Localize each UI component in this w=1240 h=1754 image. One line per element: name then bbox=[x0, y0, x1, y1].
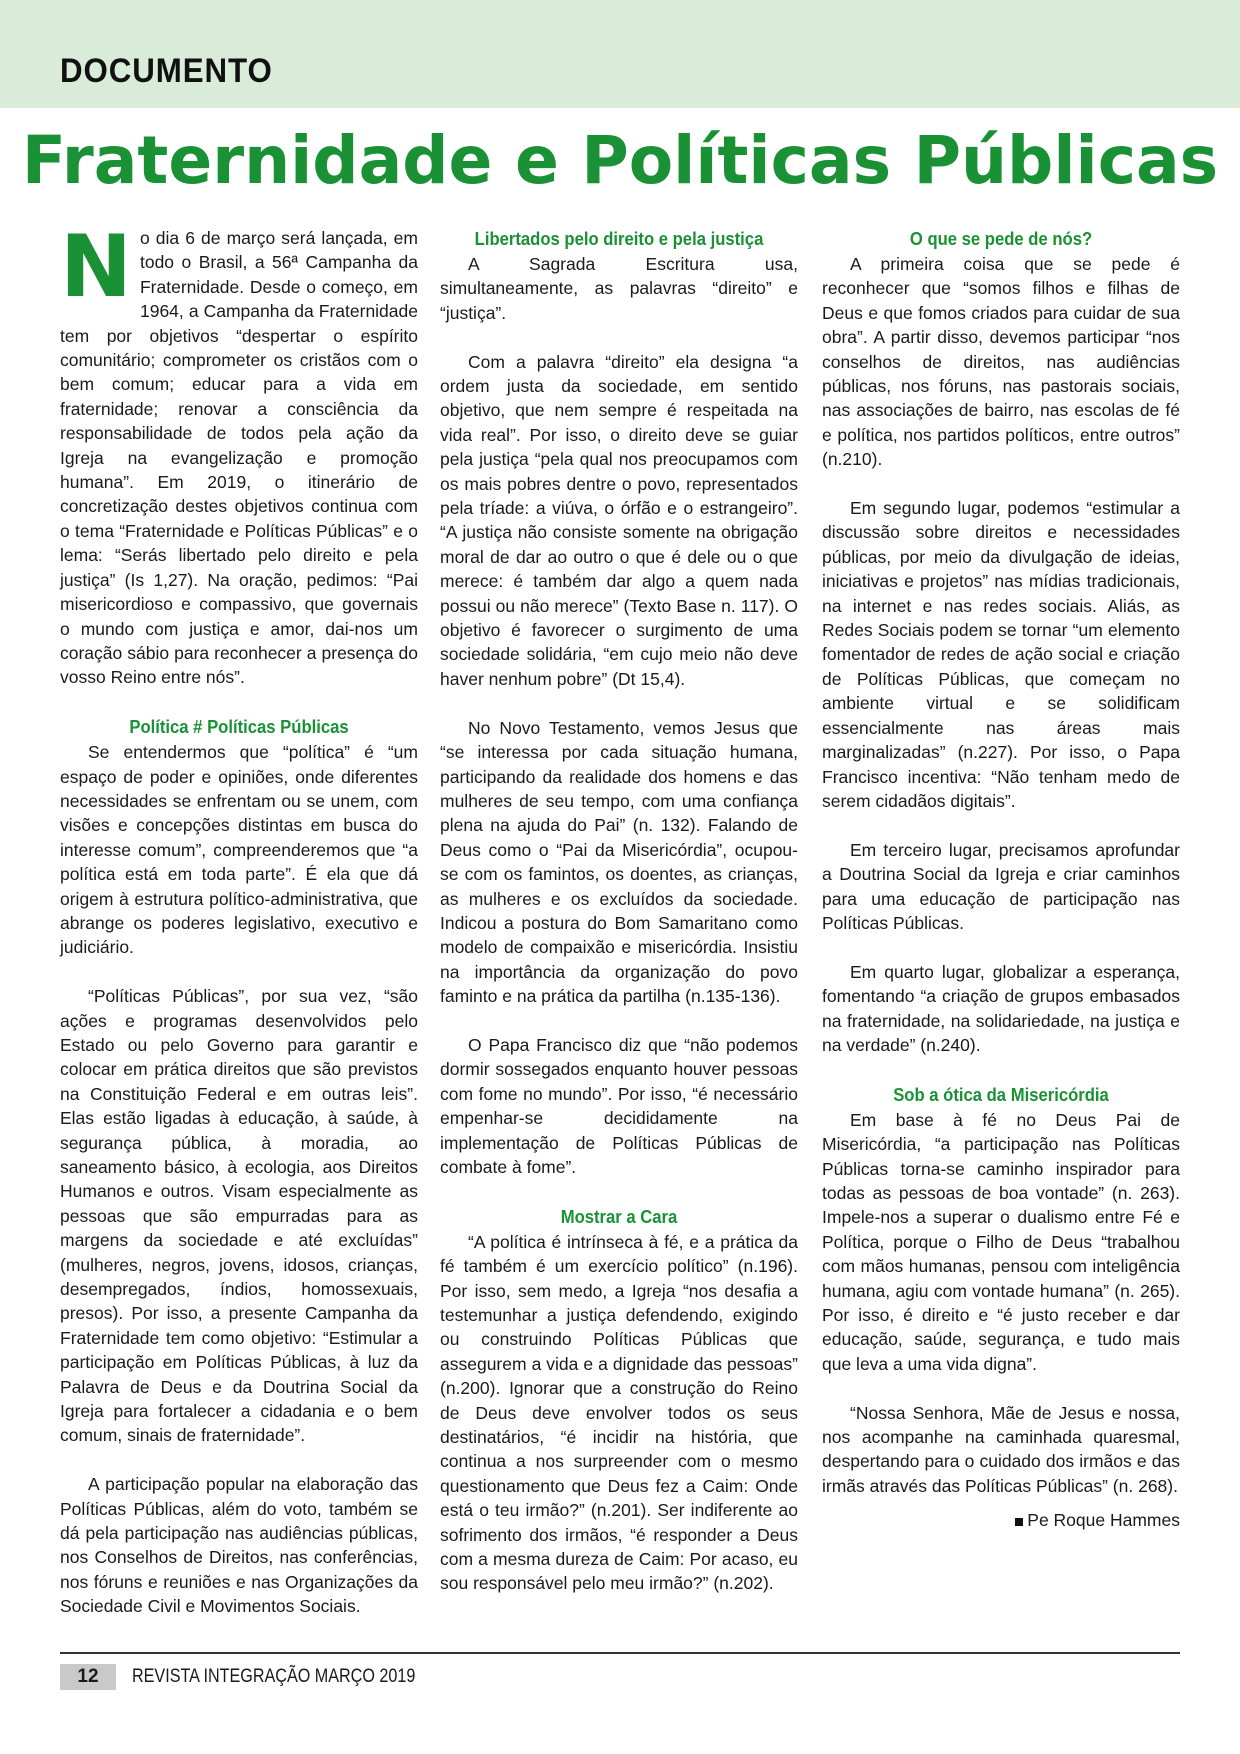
subheading-o-que-se-pede: O que se pede de nós? bbox=[909, 228, 1093, 249]
paragraph: A primeira coisa que se pede é reconhecer que “somos filhos e filhas de Deus e que fomos criados para cuidar de sua obra”. A partir disso, devemos participar “nos conselhos de direitos, nas audiências públicas, nos fóruns, nas pastorais sociais, nas associações de bairro, nas escolas de fé e política, nos partidos políticos, entre outros” (n.210). bbox=[822, 254, 1180, 470]
subheading-mostrar-a-cara: Mostrar a Cara bbox=[560, 1205, 678, 1227]
square-bullet-icon bbox=[1015, 1518, 1023, 1526]
author-name: Pe Roque Hammes bbox=[1027, 1510, 1180, 1531]
paragraph: A participação popular na elaboração das Políticas Públicas, além do voto, também se dá pela participação nas audiências públicas, nos Conselhos de Direitos, nas conferências, nos fóruns e reuniões e nas Organizações da Sociedade Civil e Movimentos Sociais. bbox=[60, 1474, 418, 1617]
column-2 bbox=[440, 226, 798, 1620]
section-label: DOCUMENTO bbox=[60, 52, 273, 90]
page-title: Fraternidade e Políticas Públicas bbox=[21, 122, 1219, 199]
drop-cap: N bbox=[60, 217, 132, 317]
intro-paragraph bbox=[60, 217, 418, 690]
column-3 bbox=[822, 226, 1180, 1533]
subheading-politica: Política # Políticas Públicas bbox=[129, 716, 349, 738]
paragraph: Se entendermos que “política” é “um espaço de poder e opiniões, onde diferentes necessidades se enfrentam ou se unem, com visões e concepções distintas em busca do interesse comum”, compreenderemos que “a política está em toda parte”. É ela que dá origem à estrutura político-administrativa, que abrange os poderes legislativo, executivo e judiciário. bbox=[60, 742, 418, 958]
page-number: 12 bbox=[60, 1664, 116, 1690]
paragraph: O Papa Francisco diz que “não podemos dormir sossegados enquanto houver pessoas com fome no mundo”. Por isso, “é necessário empenhar-se decididamente na implementação de Políticas Públicas de combate à fome”. bbox=[440, 1034, 798, 1177]
paragraph: Em base à fé no Deus Pai de Misericórdia, “a participação nas Políticas Públicas torna-se caminho inspirador para todas as pessoas de boa vontade” (n. 263). Impele-nos a superar o dualismo entre Fé e Política, porque o Filho de Deus “trabalhou com mãos humanas, pensou com inteligência humana, agiu com vontade humana” (n. 265). Por isso, é direito e “é justo receber e dar educação, saúde, segurança, e tudo mais que leva a uma vida digna”. bbox=[822, 1109, 1180, 1374]
intro-text: o dia 6 de março será lançada, em todo o Brasil, a 56ª Campanha da Fraternidade. Desde o começo, em 1964, a Campanha da Fraternidade tem por objetivos “despertar o espírito comunitário; comprometer os cristãos com o bem comum; educar para a vida em fraternidade; renovar a consciência da responsabilidade de todos pela ação da Igreja na evangelização e promoção humana”. Em 2019, o itinerário de concretização destes objetivos continua com o tema “Fraternidade e Políticas Públicas” e o lema: “Serás libertado pelo direito e pela justiça” (Is 1,27). Na oração, pedimos: “Pai misericordioso e compassivo, que governais o mundo com justiça e amor, dai-nos um coração sábio para reconhecer a presença do vosso Reino entre nós”. bbox=[60, 228, 418, 688]
subheading-libertados: Libertados pelo direito e pela justiça bbox=[474, 228, 764, 249]
paragraph: “Políticas Públicas”, por sua vez, “são ações e programas desenvolvidos pelo Estado ou pelo Governo para garantir e colocar em prática direitos que são previstos na Constituição Federal e em outras leis”. Elas estão ligadas à educação, à saúde, à segurança pública, à moradia, ao saneamento básico, à ecologia, aos Direitos Humanos e outros. Visam especialmente as pessoas que são empurradas para as margens da sociedade e até excluídas” (mulheres, negros, jovens, idosos, crianças, desempregados, índios, homossexuais, presos). Por isso, a presente Campanha da Fraternidade tem como objetivo: “Estimular a participação em Políticas Públicas, à luz da Palavra de Deus e da Doutrina Social da Igreja para fortalecer a cidadania e o bem comum, sinais de fraternidade”. bbox=[60, 986, 418, 1446]
footer-divider bbox=[60, 1652, 1180, 1654]
paragraph: “A política é intrínseca à fé, e a prática da fé também é um exercício político” (n.196). Por isso, sem medo, a Igreja “nos desafia a testemunhar a justiça defendendo, exigindo ou construindo Políticas Públicas que assegurem a vida e a dignidade das pessoas” (n.200). Ignorar que a construção do Reino de Deus deve envolver todos os seus destinatários, “é incidir na história, que continua a nos surpreender com o mesmo questionamento que Deus fez a Caim: Onde está o teu irmão?” (n.201). Ser indiferente ao sofrimento dos irmãos, “é responder a Deus com a mesma dureza de Caim: Por acaso, eu sou responsável pelo meu irmão?” (n.202). bbox=[440, 1231, 798, 1594]
paragraph: A Sagrada Escritura usa, simultaneamente, as palavras “direito” e “justiça”. bbox=[440, 254, 798, 323]
column-1 bbox=[60, 217, 418, 1643]
paragraph: Em segundo lugar, podemos “estimular a discussão sobre direitos e necessidades públicas, por meio da divulgação de ideias, iniciativas e projetos” nas mídias tradicionais, na internet e nas redes sociais. Aliás, as Redes Sociais podem se tornar “um elemento fomentador de redes de ação social e criação de Políticas Públicas, que começam no ambiente virtual e se solidificam essencialmente nas áreas mais marginalizadas” (n.227). Por isso, o Papa Francisco incentiva: “Não tenham medo de serem cidadãos digitais”. bbox=[822, 498, 1180, 811]
paragraph: Em quarto lugar, globalizar a esperança, fomentando “a criação de grupos embasados na fraternidade, na solidariedade, na justiça e na verdade” (n.240). bbox=[822, 961, 1180, 1055]
publication-name: REVISTA INTEGRAÇÃO MARÇO 2019 bbox=[132, 1666, 416, 1687]
paragraph: Com a palavra “direito” ela designa “a ordem justa da sociedade, em sentido objetivo, que nem sempre é respeitada na vida real”. Por isso, o direito deve se guiar pela justiça “pela qual nos preocupamos com os mais pobres dentre o povo, representados pela tríade: a viúva, o órfão e o estrangeiro”. “A justiça não consiste somente na obrigação moral de dar ao outro o que é dele ou o que merece: é também dar algo a quem nada possui ou não merece” (Texto Base n. 117). O objetivo é favorecer o surgimento de uma sociedade solidária, “em cujo meio não deve haver nenhum pobre” (Dt 15,4). bbox=[440, 351, 798, 689]
paragraph: Em terceiro lugar, precisamos aprofundar a Doutrina Social da Igreja e criar caminhos para uma educação de participação nas Políticas Públicas. bbox=[822, 839, 1180, 933]
author-byline bbox=[822, 1508, 1180, 1532]
subheading-misericordia: Sob a ótica da Misericórdia bbox=[893, 1083, 1109, 1105]
paragraph: “Nossa Senhora, Mãe de Jesus e nossa, nos acompanhe na caminhada quaresmal, despertando para o cuidado dos irmãos e das irmãs através das Políticas Públicas” (n. 268). bbox=[822, 1402, 1180, 1496]
paragraph: No Novo Testamento, vemos Jesus que “se interessa por cada situação humana, participando da realidade dos homens e das mulheres de seu tempo, com uma confiança plena na ajuda do Pai” (n. 132). Falando de Deus como o “Pai da Misericórdia”, ocupou-se com os famintos, os doentes, as crianças, as mulheres e os excluídos da sociedade. Indicou a postura do Bom Samaritano como modelo de compaixão e misericórdia. Insistiu na importância da organização do povo faminto e na prática da partilha (n.135-136). bbox=[440, 717, 798, 1007]
